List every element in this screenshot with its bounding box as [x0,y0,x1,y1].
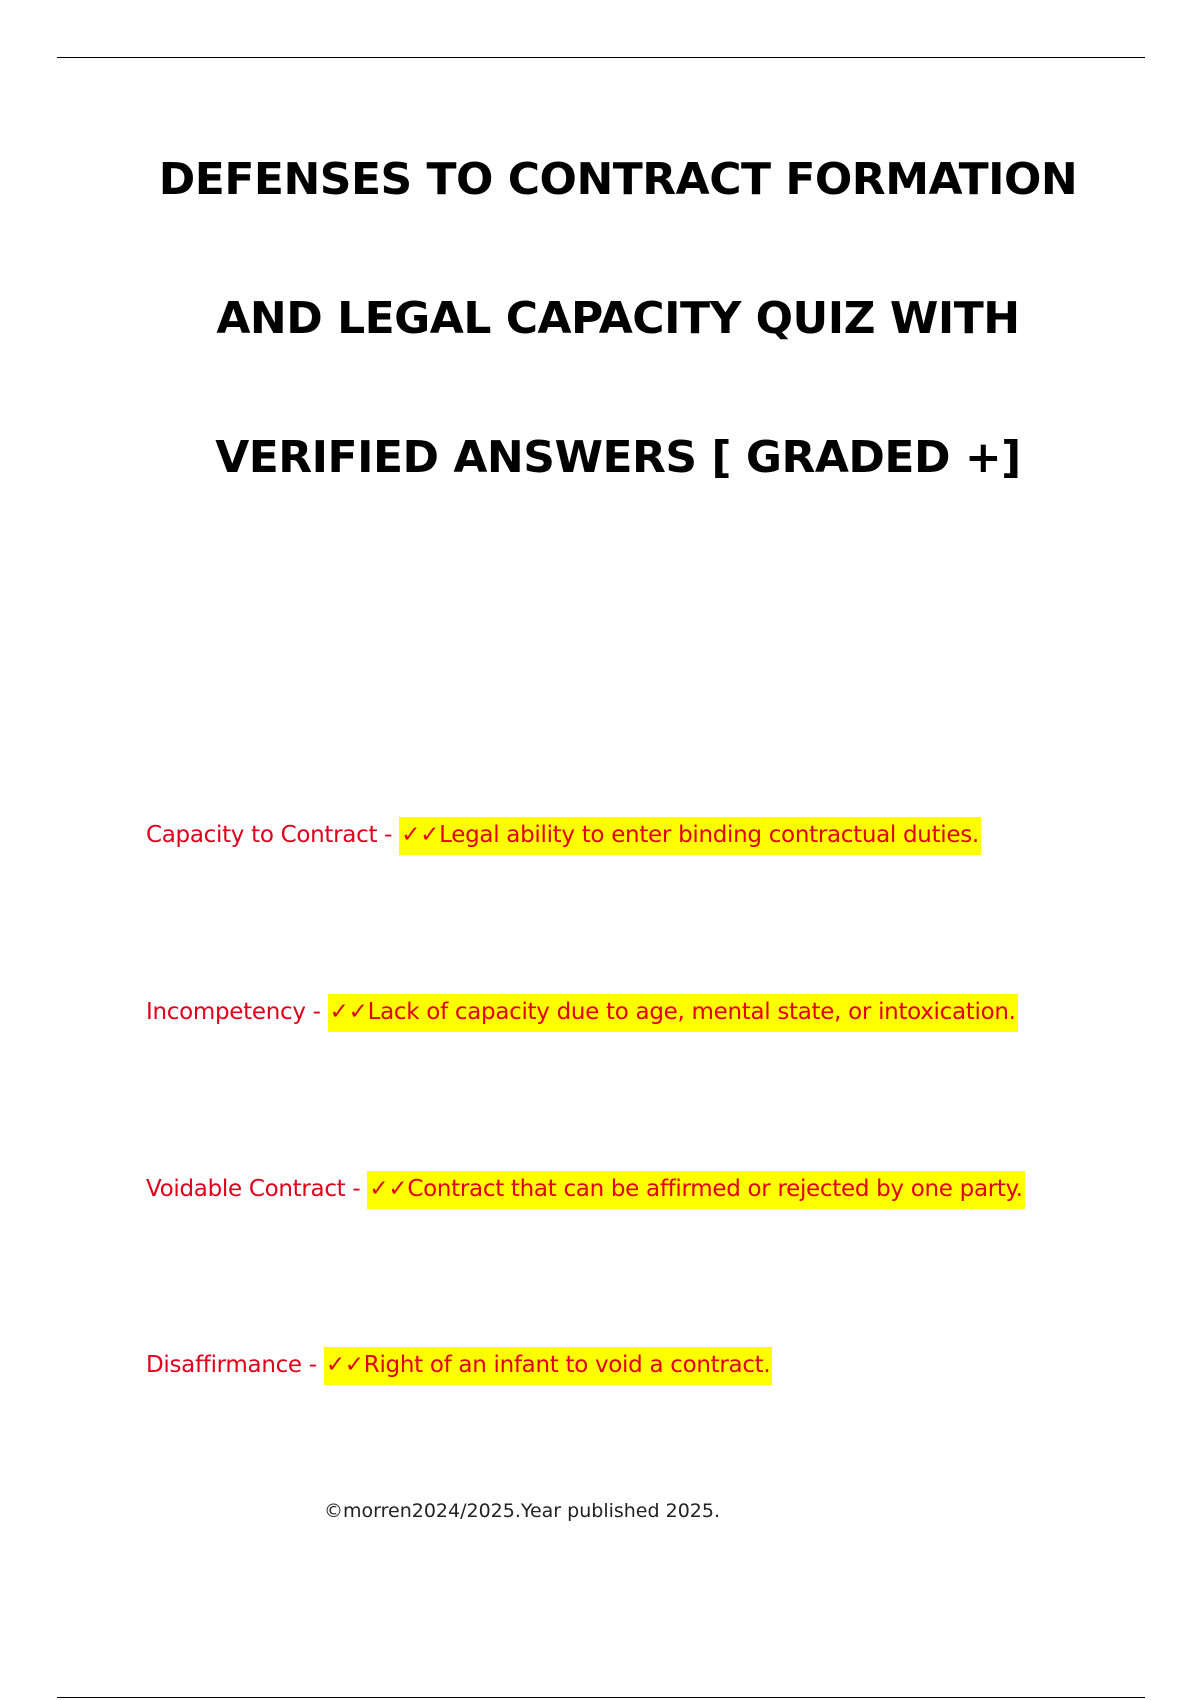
check-mark-icon: ✓✓ [369,1176,408,1202]
entry-answer-highlight [367,1171,1024,1209]
copyright-footer: ©morren2024/2025.Year published 2025. [324,1500,720,1522]
quiz-entry-disaffirmance [146,1354,772,1377]
entry-answer-highlight [324,1347,773,1385]
entry-answer-highlight [328,994,1018,1032]
entry-answer: Right of an infant to void a contract. [363,1352,771,1378]
entry-answer: Legal ability to enter binding contractual duties. [439,822,979,848]
entry-term: Disaffirmance - [146,1352,324,1378]
top-rule [57,57,1145,58]
entry-term: Incompetency - [146,999,328,1025]
quiz-entry-capacity-to-contract [146,824,981,847]
check-mark-icon: ✓✓ [325,1352,364,1378]
title-line-1: DEFENSES TO CONTRACT FORMATION [158,154,1078,205]
check-mark-icon: ✓✓ [401,822,440,848]
entry-answer: Lack of capacity due to age, mental state, or intoxication. [367,999,1016,1025]
entry-answer-highlight [399,817,981,855]
title-line-2: AND LEGAL CAPACITY QUIZ WITH [216,293,1020,344]
entry-answer: Contract that can be affirmed or rejected by one party. [407,1176,1023,1202]
quiz-entry-incompetency [146,1001,1018,1024]
title-line-3: VERIFIED ANSWERS [ GRADED +] [215,432,1021,483]
bottom-rule [57,1697,1145,1698]
entry-term: Voidable Contract - [146,1176,368,1202]
entry-term: Capacity to Contract - [146,822,400,848]
quiz-entry-voidable-contract [146,1178,1025,1201]
check-mark-icon: ✓✓ [329,999,368,1025]
